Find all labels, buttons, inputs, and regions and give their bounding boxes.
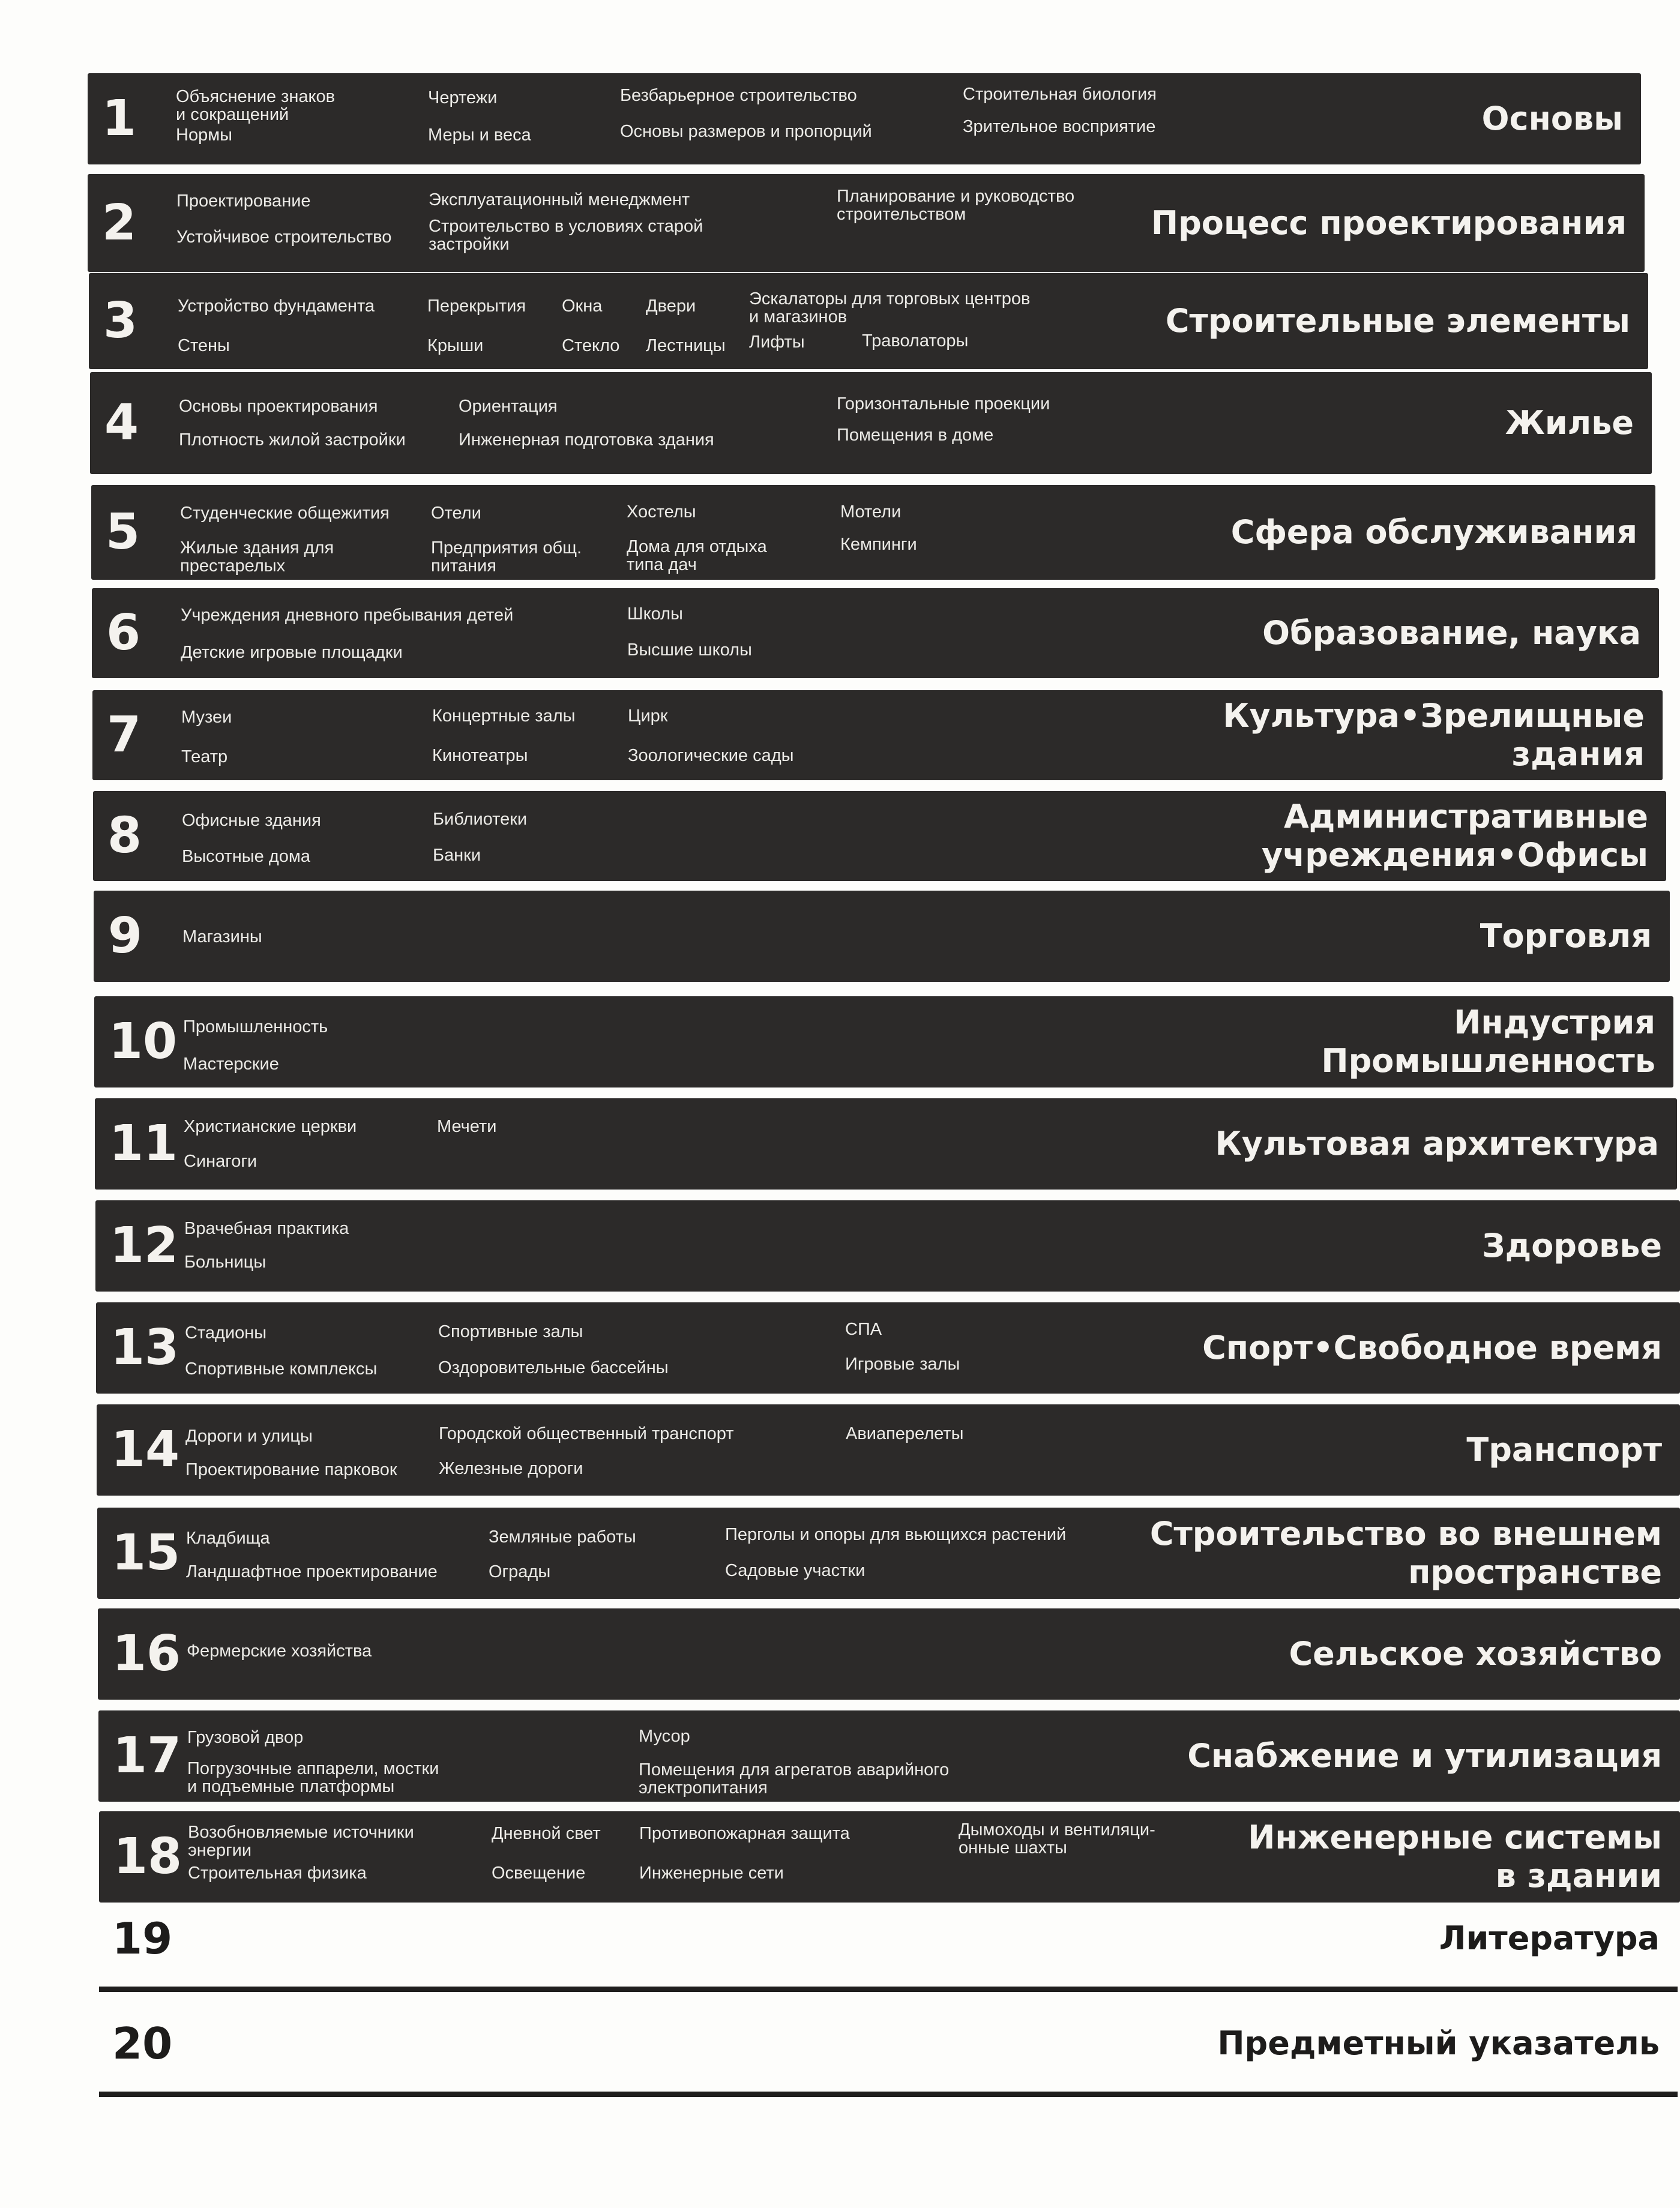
subsection-item[interactable]: Ландшафтное проектирование	[186, 1562, 438, 1581]
section-title: Предметный указатель	[1217, 2024, 1660, 2062]
section-number: 17	[113, 1727, 182, 1784]
section-number: 13	[110, 1319, 179, 1376]
subsection-item[interactable]: Авиаперелеты	[846, 1424, 964, 1443]
section-bar-1[interactable]	[88, 73, 1641, 164]
subsection-item[interactable]: Оздоровительные бассейны	[438, 1358, 669, 1377]
subsection-item[interactable]: СПА	[845, 1320, 882, 1339]
subsection-item[interactable]: Концертные залы	[432, 706, 576, 726]
subsection-item[interactable]: Основы размеров и пропорций	[620, 122, 872, 141]
section-title: Торговля	[1480, 917, 1652, 955]
subsection-item[interactable]: Окна	[562, 296, 603, 316]
subsection-item[interactable]: Кладбища	[186, 1529, 270, 1548]
section-bar-12[interactable]	[95, 1200, 1680, 1292]
section-title: Образование, наука	[1262, 614, 1641, 652]
section-title: Сельское хозяйство	[1289, 1635, 1662, 1673]
subsection-item[interactable]: Строительная физика	[188, 1864, 367, 1883]
section-bar-10[interactable]	[94, 996, 1673, 1087]
section-title: Жилье	[1505, 404, 1634, 442]
subsection-item[interactable]: Лестницы	[646, 336, 726, 355]
section-number: 16	[112, 1625, 181, 1682]
subsection-item[interactable]: Театр	[181, 747, 228, 766]
subsection-item[interactable]: Врачебная практика	[184, 1219, 349, 1238]
subsection-item[interactable]: Предприятия общ. питания	[431, 538, 582, 576]
subsection-item[interactable]: Двери	[646, 296, 696, 316]
section-number: 3	[103, 292, 138, 349]
subsection-item[interactable]: Проектирование	[176, 191, 311, 211]
subsection-item[interactable]: Помещения для агрегатов аварийного электропитания	[639, 1760, 950, 1797]
section-title: Сфера обслуживания	[1230, 513, 1637, 551]
subsection-item[interactable]: Безбарьерное строительство	[620, 86, 857, 105]
section-bar-5[interactable]	[91, 485, 1655, 580]
subsection-item[interactable]: Офисные здания	[182, 811, 321, 830]
subsection-item[interactable]: Синагоги	[184, 1152, 257, 1171]
subsection-item[interactable]: Высшие школы	[627, 640, 752, 660]
section-number: 10	[109, 1013, 178, 1070]
section-number: 8	[107, 807, 142, 864]
subsection-item[interactable]: Мусор	[639, 1727, 690, 1746]
subsection-item[interactable]: Эксплуатационный менеджмент	[429, 190, 690, 209]
section-number: 20	[112, 2018, 173, 2069]
subsection-item[interactable]: Зоологические сады	[628, 746, 794, 765]
subsection-item[interactable]: Цирк	[628, 706, 668, 726]
subsection-item[interactable]: Строительство в условиях старой застройки	[429, 217, 703, 254]
section-title: Здоровье	[1482, 1227, 1662, 1265]
section-bar-9[interactable]	[94, 891, 1670, 982]
subsection-item[interactable]: Грузовой двор	[187, 1728, 304, 1747]
section-bar-17[interactable]	[98, 1710, 1680, 1802]
subsection-item[interactable]: Библиотеки	[433, 810, 528, 829]
subsection-item[interactable]: Детские игровые площадки	[181, 643, 403, 662]
subsection-item[interactable]: Кемпинги	[840, 535, 917, 554]
subsection-item[interactable]: Зрительное восприятие	[963, 117, 1156, 136]
subsection-item[interactable]: Дома для отдыха типа дач	[627, 537, 767, 574]
section-number: 18	[113, 1828, 182, 1885]
section-number: 5	[106, 504, 140, 561]
subsection-item[interactable]: Мастерские	[183, 1054, 279, 1074]
subsection-item[interactable]: Устойчивое строительство	[176, 227, 392, 247]
subsection-item[interactable]: Студенческие общежития	[180, 504, 390, 523]
section-number: 9	[108, 907, 143, 964]
section-number: 4	[104, 394, 139, 451]
section-bar-11[interactable]	[95, 1098, 1677, 1190]
section-number: 14	[111, 1421, 180, 1478]
subsection-item[interactable]: Дороги и улицы	[185, 1427, 313, 1446]
section-number: 2	[102, 194, 137, 251]
subsection-item[interactable]: Спортивные залы	[438, 1322, 583, 1341]
subsection-item[interactable]: Фермерские хозяйства	[187, 1641, 372, 1661]
section-number: 15	[112, 1524, 181, 1581]
subsection-item[interactable]: Промышленность	[183, 1017, 328, 1036]
section-bar-7[interactable]	[92, 690, 1663, 780]
section-bar-15[interactable]	[97, 1508, 1680, 1599]
subsection-item[interactable]: Железные дороги	[439, 1459, 583, 1478]
subsection-item[interactable]: Спортивные комплексы	[185, 1359, 378, 1379]
section-bar-3[interactable]	[89, 273, 1648, 369]
subsection-item[interactable]: Больницы	[184, 1253, 266, 1272]
section-title: Процесс проектирования	[1151, 203, 1627, 242]
subsection-item[interactable]: Эскалаторы для торговых центров и магазинов	[749, 289, 1031, 326]
subsection-item[interactable]: Освещение	[492, 1864, 586, 1883]
subsection-item[interactable]: Плотность жилой застройки	[179, 430, 406, 450]
subsection-item[interactable]: Школы	[627, 604, 683, 624]
subsection-item[interactable]: Инженерные сети	[639, 1864, 784, 1883]
subsection-item[interactable]: Чертежи	[428, 88, 498, 107]
subsection-item[interactable]: Меры и веса	[428, 125, 531, 145]
subsection-item[interactable]: Противопожарная защита	[639, 1824, 850, 1843]
subsection-item[interactable]: Перголы и опоры для вьющихся растений	[725, 1525, 1067, 1544]
subsection-item[interactable]: Дневной свет	[492, 1824, 601, 1843]
section-title: Литература	[1439, 1919, 1660, 1957]
section-bar-18[interactable]	[99, 1811, 1680, 1903]
section-number: 7	[107, 706, 142, 763]
section-title: Основы	[1481, 100, 1623, 137]
section-bar-6[interactable]	[92, 588, 1659, 678]
subsection-item[interactable]: Земляные работы	[489, 1527, 636, 1547]
section-bar-16[interactable]	[98, 1608, 1680, 1700]
subsection-item[interactable]: Отели	[431, 504, 481, 523]
section-bar-8[interactable]	[93, 791, 1666, 881]
section-title: Спорт•Свободное время	[1202, 1329, 1662, 1367]
subsection-item[interactable]: Планирование и руководство строительством	[837, 187, 1075, 224]
section-bar-2[interactable]	[88, 174, 1645, 272]
section-title: Инженерные системы в здании	[1248, 1818, 1662, 1895]
section-title: Административные учреждения•Офисы	[1261, 798, 1648, 874]
section-number: 6	[106, 604, 141, 661]
section-title: Культовая архитектура	[1215, 1125, 1659, 1163]
section-number: 1	[102, 90, 137, 147]
subsection-item[interactable]: Стены	[178, 336, 230, 355]
subsection-item[interactable]: Строительная биология	[963, 85, 1157, 104]
subsection-item[interactable]: Банки	[433, 846, 481, 865]
subsection-item[interactable]: Возобновляемые источники энергии	[188, 1823, 414, 1860]
subsection-item[interactable]: Лифты	[749, 332, 805, 352]
subsection-item[interactable]: Траволаторы	[862, 331, 969, 350]
subsection-item[interactable]: Основы проектирования	[179, 397, 378, 416]
subsection-item[interactable]: Высотные дома	[182, 847, 310, 866]
subsection-item[interactable]: Устройство фундамента	[178, 296, 375, 316]
subsection-item[interactable]: Стадионы	[185, 1323, 267, 1343]
subsection-item[interactable]: Кинотеатры	[432, 746, 528, 765]
subsection-item[interactable]: Магазины	[182, 927, 262, 946]
subsection-item[interactable]: Ориентация	[459, 397, 558, 416]
subsection-item[interactable]: Городской общественный транспорт	[439, 1424, 734, 1443]
section-title: Культура•Зрелищные здания	[1223, 697, 1645, 773]
subsection-item[interactable]: Нормы	[176, 125, 232, 145]
section-title: Строительство во внешнем пространстве	[1149, 1515, 1662, 1591]
subsection-item[interactable]: Ограды	[489, 1562, 551, 1581]
subsection-item[interactable]: Учреждения дневного пребывания детей	[181, 606, 514, 625]
subsection-item[interactable]: Горизонтальные проекции	[837, 394, 1050, 414]
subsection-item[interactable]: Игровые залы	[845, 1355, 960, 1374]
section-bar-4[interactable]	[90, 372, 1652, 474]
section-title: Снабжение и утилизация	[1187, 1737, 1662, 1775]
subsection-item[interactable]: Жилые здания для престарелых	[180, 538, 334, 576]
section-literature[interactable]	[99, 1891, 1678, 1992]
subsection-item[interactable]: Музеи	[181, 708, 232, 727]
section-number: 12	[110, 1217, 179, 1274]
subsection-item[interactable]: Хостелы	[627, 502, 696, 522]
subsection-item[interactable]: Крыши	[427, 336, 484, 355]
subsection-item[interactable]: Перекрытия	[427, 296, 526, 316]
subsection-item[interactable]: Дымоходы и вентиляци- онные шахты	[959, 1820, 1155, 1858]
section-number: 11	[109, 1115, 178, 1172]
subsection-item[interactable]: Христианские церкви	[184, 1117, 357, 1136]
subsection-item[interactable]: Садовые участки	[725, 1561, 866, 1580]
section-bar-13[interactable]	[96, 1302, 1680, 1394]
subsection-item[interactable]: Помещения в доме	[837, 426, 994, 445]
subsection-item[interactable]: Мотели	[840, 502, 902, 522]
subsection-item[interactable]: Стекло	[562, 336, 620, 355]
section-title: Транспорт	[1466, 1431, 1662, 1469]
section-title: Индустрия Промышленность	[1321, 1003, 1655, 1080]
subsection-item[interactable]: Мечети	[437, 1117, 497, 1136]
section-number: 19	[112, 1913, 173, 1964]
subsection-item[interactable]: Погрузочные аппарели, мостки и подъемные платформы	[187, 1759, 439, 1796]
section-index[interactable]	[99, 1996, 1678, 2097]
section-bar-14[interactable]	[97, 1404, 1680, 1496]
subsection-item[interactable]: Проектирование парковок	[185, 1460, 397, 1479]
subsection-item[interactable]: Инженерная подготовка здания	[459, 430, 714, 450]
subsection-item[interactable]: Объяснение знаков и сокращений	[176, 87, 336, 124]
section-title: Строительные элементы	[1165, 302, 1630, 340]
